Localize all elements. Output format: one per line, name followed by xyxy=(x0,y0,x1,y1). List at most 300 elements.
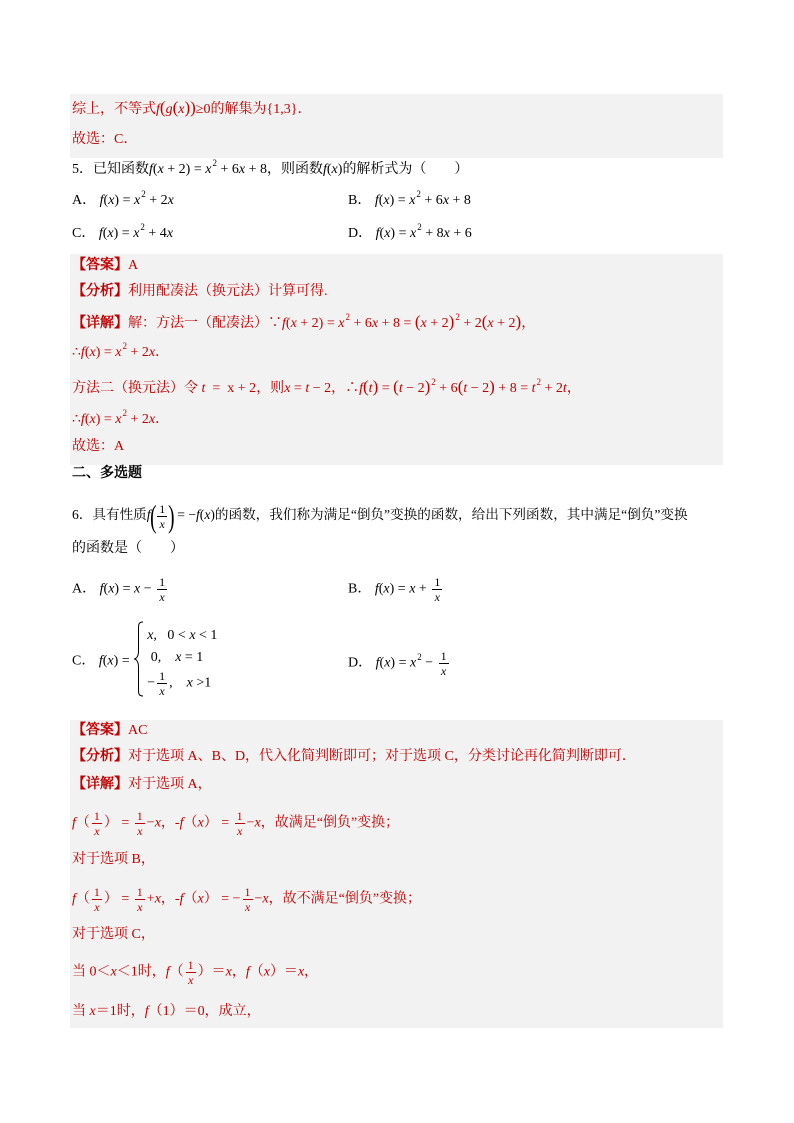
math-variable: x xyxy=(409,581,416,597)
math-symbol: ( xyxy=(102,653,108,669)
fraction xyxy=(243,885,253,914)
text-run: （ xyxy=(169,964,184,980)
fraction-denominator xyxy=(92,900,102,914)
math-variable: f xyxy=(144,1004,149,1019)
math-variable: x xyxy=(157,162,164,177)
text-run: ＜1时， xyxy=(116,964,166,980)
text-run: ，故不满足“倒负”变换； xyxy=(268,891,422,907)
math-variable: f xyxy=(282,316,286,331)
section-label: 【答案】 xyxy=(72,258,128,273)
math-variable: f xyxy=(80,412,85,427)
text-run: （ xyxy=(75,891,90,907)
math-symbol: + 6 xyxy=(449,226,472,241)
math-symbol: − 2 xyxy=(309,381,332,396)
text-run: A xyxy=(128,258,139,273)
math-variable: x xyxy=(443,226,450,241)
math-variable: x xyxy=(383,581,390,597)
math-variable: x xyxy=(338,316,345,331)
math-symbol: − xyxy=(147,675,156,691)
math-variable: x xyxy=(115,412,122,427)
question-6-case-b xyxy=(72,885,422,914)
math-symbol: − xyxy=(146,815,155,831)
math-variable: x xyxy=(166,226,174,241)
math-symbol: ≥0 xyxy=(195,102,211,117)
superscript: 2 xyxy=(536,377,542,387)
math-symbol: ( xyxy=(199,507,205,523)
text-run: ）＝ xyxy=(269,964,298,980)
math-variable: x xyxy=(108,581,115,597)
summary-line xyxy=(72,96,311,120)
math-variable: f xyxy=(156,102,160,117)
math-variable: x xyxy=(187,973,194,987)
math-variable: x xyxy=(371,316,379,331)
paren: ( xyxy=(393,377,399,396)
superscript: 2 xyxy=(122,341,127,351)
question-6-option-d xyxy=(348,649,451,678)
math-symbol: = xyxy=(378,381,394,396)
text-run: ． xyxy=(155,345,170,360)
math-symbol: ) = xyxy=(113,226,134,241)
math-variable: t xyxy=(463,381,468,396)
fraction xyxy=(92,885,102,914)
math-variable: x xyxy=(159,684,165,698)
math-variable: x xyxy=(409,193,416,208)
text-run: 综上，不等式 xyxy=(72,102,156,117)
text-run: 1 xyxy=(434,575,441,589)
fraction-denominator xyxy=(135,824,145,838)
text-run: ∴ xyxy=(72,345,81,360)
fraction xyxy=(439,649,449,678)
math-variable: t xyxy=(531,381,536,396)
superscript: 2 xyxy=(455,312,460,322)
fraction xyxy=(186,958,196,987)
fraction-denominator xyxy=(432,590,442,604)
section-label: 【详解】 xyxy=(72,777,128,792)
math-variable: x xyxy=(108,193,115,208)
math-symbol: ( xyxy=(84,345,90,360)
math-variable: f xyxy=(375,226,380,241)
paren: ( xyxy=(172,98,179,117)
text-run: 1 xyxy=(236,809,243,823)
math-variable: x xyxy=(133,193,141,208)
text-run: ，- xyxy=(160,891,180,907)
paren: ) xyxy=(184,98,191,117)
math-symbol: − xyxy=(140,581,156,597)
fraction-numerator xyxy=(92,809,102,824)
fraction-denominator xyxy=(157,590,167,604)
text-run: 故选：A xyxy=(72,439,125,454)
question-6-stem xyxy=(72,537,184,561)
math-variable: f xyxy=(149,162,153,177)
text-run: ，则 xyxy=(256,381,285,396)
text-run: ． xyxy=(297,102,312,117)
fraction-denominator xyxy=(157,684,167,698)
text-run: 方法二（换元法）令 xyxy=(72,381,198,396)
question-6-detail xyxy=(72,773,212,797)
math-variable: t xyxy=(368,381,373,396)
text-run: （ xyxy=(183,815,198,831)
math-symbol: + 6 xyxy=(216,162,239,177)
math-variable: x xyxy=(133,226,140,241)
math-variable: x xyxy=(154,891,161,907)
text-run: ） xyxy=(103,815,118,831)
math-symbol: , 0 < xyxy=(153,628,190,643)
text-run: （1）＝0，成立， xyxy=(148,1004,261,1019)
text-run: 对于选项 A， xyxy=(128,777,212,792)
math-symbol: + 2 xyxy=(126,345,149,360)
text-run: ） xyxy=(203,815,218,831)
text-run: 当 xyxy=(72,1004,90,1019)
piecewise-row xyxy=(147,669,217,698)
text-run: C． xyxy=(72,226,96,241)
math-symbol: = xyxy=(217,815,233,831)
fraction xyxy=(157,502,167,531)
text-run: ＝1时， xyxy=(95,1004,145,1019)
math-variable: x xyxy=(244,900,251,914)
math-variable: x xyxy=(487,316,494,331)
math-variable: x xyxy=(284,381,291,396)
question-5-option-a xyxy=(72,189,174,213)
paren: ( xyxy=(363,377,369,396)
question-6-case-a xyxy=(72,809,400,838)
text-run: 1 xyxy=(136,885,143,899)
text-run: 利用配凑法（换元法）计算可得. xyxy=(128,284,328,299)
text-run: ，- xyxy=(160,815,180,831)
question-6-option-a xyxy=(72,575,169,604)
superscript: 2 xyxy=(431,377,436,387)
text-run: 的函数，我们称为满足“倒负”变换的函数，给出下列函数，其中满足“倒负”变换 xyxy=(214,507,688,523)
text-run: ， xyxy=(521,316,536,331)
math-variable: x xyxy=(204,507,211,523)
math-variable: x xyxy=(409,655,417,671)
fraction xyxy=(92,809,102,838)
fraction-numerator xyxy=(135,809,145,824)
math-symbol: , xyxy=(169,675,187,691)
math-symbol: = xyxy=(117,891,133,907)
fraction-denominator xyxy=(235,824,245,838)
fraction xyxy=(135,885,145,914)
math-symbol: = − xyxy=(173,507,196,523)
math-variable: x xyxy=(137,900,143,914)
math-symbol: + 2) = xyxy=(296,316,339,331)
superscript: 2 xyxy=(141,189,146,199)
text-run: D． xyxy=(348,226,373,241)
math-symbol: = xyxy=(117,815,133,831)
superscript: 2 xyxy=(345,312,350,322)
math-variable: x xyxy=(384,655,391,671)
math-variable: f xyxy=(98,653,103,669)
superscript: 2 xyxy=(417,651,422,662)
math-variable: f xyxy=(179,815,184,831)
question-5-answer xyxy=(72,254,138,278)
paren: ( xyxy=(414,312,421,331)
question-6-case-c xyxy=(72,1000,261,1024)
math-variable: x xyxy=(186,675,193,691)
math-symbol: − xyxy=(254,891,263,907)
text-run: 1 xyxy=(136,809,143,823)
math-variable: f xyxy=(99,581,104,597)
math-symbol: ( xyxy=(285,316,291,331)
math-variable: x xyxy=(331,162,338,177)
text-run: ，故满足“倒负”变换； xyxy=(260,815,400,831)
text-run: ， xyxy=(304,964,319,980)
question-6-heading-b xyxy=(72,848,155,872)
text-run: 1 xyxy=(93,885,100,899)
fraction-numerator xyxy=(432,575,442,590)
math-variable: x xyxy=(238,162,246,177)
math-symbol: >1 xyxy=(192,675,212,691)
math-variable: x xyxy=(154,815,161,831)
math-variable: t xyxy=(305,381,310,396)
math-symbol: ) xyxy=(337,162,343,177)
math-symbol: − 2 xyxy=(467,381,490,396)
text-run: ） xyxy=(103,891,118,907)
text-run: 1 xyxy=(159,575,166,589)
fraction-denominator xyxy=(439,664,449,678)
math-symbol: ) = xyxy=(95,345,116,360)
text-run: 1 xyxy=(93,809,100,823)
question-6-heading-c xyxy=(72,923,155,947)
math-symbol: − 2 xyxy=(402,381,425,396)
math-variable: x xyxy=(197,891,204,907)
piecewise-row xyxy=(147,647,217,669)
text-run: （ xyxy=(183,891,198,907)
text-run: （ xyxy=(75,815,90,831)
question-5-choice xyxy=(72,435,124,459)
fraction xyxy=(157,575,167,604)
text-run: 对于选项 C， xyxy=(72,927,155,942)
math-variable: g xyxy=(165,102,173,117)
math-variable: x xyxy=(420,316,427,331)
fraction-numerator xyxy=(186,958,196,973)
math-variable: x xyxy=(197,815,204,831)
text-run: D． xyxy=(348,655,373,671)
fraction-numerator xyxy=(92,885,102,900)
piecewise-rows xyxy=(147,625,217,698)
math-symbol: {1,3} xyxy=(266,102,298,117)
fraction-numerator xyxy=(157,575,167,590)
math-symbol: + 2 xyxy=(541,381,563,396)
question-5-option-c xyxy=(72,222,173,246)
math-symbol: ( xyxy=(379,226,385,241)
text-run: ． xyxy=(155,412,170,427)
piecewise-function xyxy=(133,621,217,702)
text-run: 当 0＜ xyxy=(72,964,111,980)
math-variable: x xyxy=(89,412,96,427)
question-5-detail xyxy=(72,310,535,334)
math-variable: x xyxy=(107,653,114,669)
text-run: 1 xyxy=(244,885,251,899)
fraction-denominator xyxy=(92,824,102,838)
math-variable: x xyxy=(178,102,185,117)
text-run: C． xyxy=(72,653,96,669)
math-symbol: + 6 xyxy=(420,193,443,208)
fraction-numerator xyxy=(157,502,167,517)
math-variable: x xyxy=(442,193,450,208)
math-symbol: ) = xyxy=(390,226,410,241)
fraction xyxy=(235,809,245,838)
math-symbol: ) = xyxy=(114,193,134,208)
text-run: ，∴ xyxy=(331,381,360,396)
question-6-option-b xyxy=(348,575,444,604)
math-variable: x xyxy=(137,824,143,838)
math-symbol: ) = xyxy=(390,655,410,671)
question-5-detail xyxy=(72,375,581,399)
text-run: ， xyxy=(231,964,246,980)
superscript: 2 xyxy=(140,222,145,232)
superscript: 2 xyxy=(416,189,421,199)
paren: ) xyxy=(489,377,495,396)
text-run: B． xyxy=(348,581,372,597)
question-6-answer xyxy=(72,719,147,743)
text-run: ） xyxy=(203,891,218,907)
text-run: A． xyxy=(72,193,97,208)
math-symbol: + xyxy=(415,581,431,597)
math-symbol: < 1 xyxy=(195,628,218,643)
math-variable: f xyxy=(72,891,76,907)
math-symbol: ( xyxy=(326,162,332,177)
question-6-stem xyxy=(72,498,688,534)
paren: ) xyxy=(424,377,431,396)
math-symbol: = x + 2 xyxy=(205,381,257,396)
section-title: 二、多选题 xyxy=(72,466,142,481)
fraction-numerator xyxy=(157,669,167,684)
math-symbol: ( xyxy=(378,581,384,597)
math-variable: x xyxy=(254,815,261,831)
math-variable: x xyxy=(384,226,391,241)
fraction-numerator xyxy=(243,885,253,900)
math-variable: f xyxy=(196,507,200,523)
section-label: 【分析】 xyxy=(72,749,128,764)
math-variable: t xyxy=(562,381,567,396)
fraction xyxy=(432,575,442,604)
math-symbol: ( xyxy=(152,162,158,177)
math-variable: f xyxy=(146,507,151,523)
math-variable: x xyxy=(409,226,417,241)
text-run: 1 xyxy=(187,958,194,972)
large-paren: ) xyxy=(168,498,175,534)
math-symbol: − xyxy=(246,815,255,831)
math-symbol: ) = xyxy=(389,581,410,597)
math-symbol: ( xyxy=(378,193,384,208)
text-run: ， xyxy=(566,381,581,396)
math-variable: f xyxy=(322,162,327,177)
math-variable: f xyxy=(80,345,85,360)
question-5-analysis xyxy=(72,280,328,304)
math-symbol: ( xyxy=(84,412,90,427)
paren: ( xyxy=(457,377,464,396)
paren: ) xyxy=(448,312,455,331)
math-variable: f xyxy=(99,193,104,208)
superscript: 2 xyxy=(212,158,217,168)
math-variable: x xyxy=(110,964,117,980)
math-symbol: + 8 xyxy=(449,193,471,208)
math-symbol: + 6 xyxy=(435,381,458,396)
paren: ) xyxy=(372,377,379,396)
math-symbol: + 2 xyxy=(126,412,149,427)
piecewise-row xyxy=(147,625,217,647)
math-variable: x xyxy=(148,345,156,360)
math-variable: x xyxy=(115,345,122,360)
text-run: 1 xyxy=(440,649,447,663)
math-symbol: ) = xyxy=(113,653,134,669)
large-paren: ( xyxy=(149,498,157,534)
math-variable: f xyxy=(98,226,103,241)
section-label: 【详解】 xyxy=(72,316,128,331)
question-5-option-b xyxy=(348,189,471,213)
fraction xyxy=(157,669,167,698)
math-variable: x xyxy=(167,193,174,208)
math-symbol: ( xyxy=(379,655,385,671)
math-symbol: + 8 = xyxy=(494,381,532,396)
math-variable: x xyxy=(89,1004,96,1019)
paren: ( xyxy=(481,312,488,331)
math-symbol: ( xyxy=(102,226,108,241)
text-run: AC xyxy=(128,723,148,738)
math-symbol: 0, xyxy=(147,650,176,665)
math-variable: f xyxy=(72,815,76,831)
fraction-denominator xyxy=(186,973,196,987)
math-variable: x xyxy=(133,581,141,597)
math-variable: x xyxy=(205,162,212,177)
math-variable: f xyxy=(245,964,250,980)
math-symbol: + 2 xyxy=(426,316,449,331)
math-variable: x xyxy=(148,412,156,427)
math-symbol: + 4 xyxy=(144,226,167,241)
fraction-numerator xyxy=(439,649,449,664)
superscript: 2 xyxy=(417,222,422,232)
paren: ) xyxy=(515,312,522,331)
text-run: 的函数是（ ） xyxy=(72,541,184,556)
math-symbol: + 8 = xyxy=(378,316,415,331)
math-symbol: ) = xyxy=(114,581,134,597)
text-run: 的解集为 xyxy=(210,102,267,117)
math-symbol: ( xyxy=(103,193,109,208)
text-run: 对于选项 A、B、D，代入化简判断即可；对于选项 C，分类讨论再化简判断即可． xyxy=(128,749,636,764)
math-symbol: − xyxy=(421,655,437,671)
math-variable: t xyxy=(198,381,206,396)
math-variable: x xyxy=(236,824,243,838)
math-symbol: = xyxy=(290,381,306,396)
math-variable: x xyxy=(159,516,165,531)
text-run: ∴ xyxy=(72,412,81,427)
math-variable: x xyxy=(225,964,232,980)
section-label: 【答案】 xyxy=(72,723,128,738)
math-symbol: + 2 xyxy=(459,316,482,331)
math-variable: x xyxy=(89,345,96,360)
fraction-numerator xyxy=(235,809,245,824)
fraction-numerator xyxy=(135,885,145,900)
text-run: A． xyxy=(72,581,97,597)
fraction-denominator xyxy=(243,900,253,914)
math-variable: x xyxy=(383,193,390,208)
math-variable: x xyxy=(107,226,114,241)
math-variable: t xyxy=(398,381,403,396)
text-run: ）＝ xyxy=(197,964,226,980)
math-symbol: + xyxy=(146,891,155,907)
question-6-analysis xyxy=(72,745,636,769)
math-symbol: + 2 xyxy=(145,193,168,208)
math-variable: f xyxy=(359,381,363,396)
math-variable: f xyxy=(179,891,184,907)
math-variable: x xyxy=(440,664,447,678)
question-6-option-c xyxy=(72,621,217,701)
math-variable: x xyxy=(189,628,196,643)
math-variable: f xyxy=(374,193,379,208)
question-5-detail xyxy=(72,408,169,432)
text-run: 故选：C． xyxy=(72,132,138,147)
math-symbol: ) = xyxy=(95,412,116,427)
